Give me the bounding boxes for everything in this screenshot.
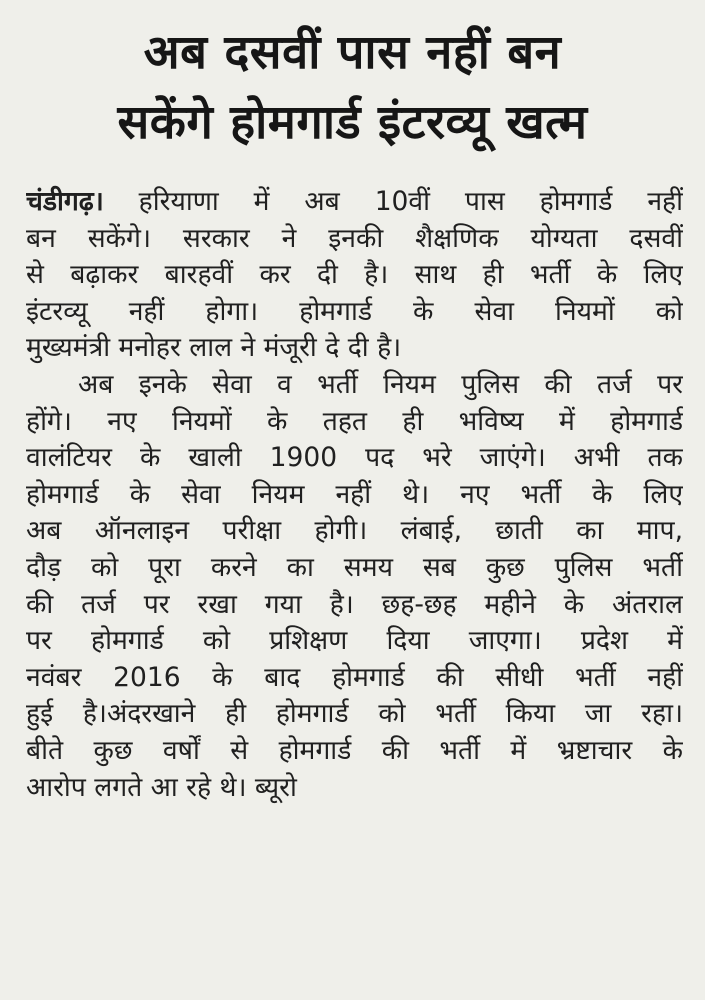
- article-line-17: आरोप लगते आ रहे थे। ब्यूरो: [26, 771, 297, 803]
- article-line-5: मुख्यमंत्री मनोहर लाल ने मंजूरी दे दी है।: [26, 332, 402, 364]
- headline-line-1: अब दसवीं पास नहीं बन: [143, 25, 562, 80]
- article-line-10: अब ऑनलाइन परीक्षा होगी। लंबाई, छाती का माप,: [26, 515, 683, 547]
- article-line-7: होंगे। नए नियमों के तहत ही भविष्य में होमगार्ड: [26, 405, 683, 437]
- article-line-8: वालंटियर के खाली 1900 पद भरे जाएंगे। अभी तक: [26, 442, 683, 474]
- article-line-14: नवंबर 2016 के बाद होमगार्ड की सीधी भर्ती नहीं: [26, 661, 683, 693]
- article-line-13: पर होमगार्ड को प्रशिक्षण दिया जाएगा। प्रदेश में: [26, 625, 683, 657]
- headline-line-2: सकेंगे होमगार्ड इंटरव्यू खत्म: [117, 95, 588, 150]
- article-line-1: [26, 184, 683, 221]
- article-line-1-text: हरियाणा में अब 10वीं पास होमगार्ड नहीं: [103, 186, 683, 217]
- article-line-4: इंटरव्यू नहीं होगा। होमगार्ड के सेवा नियमों को: [26, 295, 683, 327]
- article-line-3: से बढ़ाकर बारहवीं कर दी है। साथ ही भर्ती के लिए: [26, 259, 683, 291]
- article-line-11: दौड़ को पूरा करने का समय सब कुछ पुलिस भर्ती: [26, 551, 683, 583]
- article-line-15: हुई है।अंदरखाने ही होमगार्ड को भर्ती किया जा रहा।: [26, 698, 683, 730]
- article-line-6: अब इनके सेवा व भर्ती नियम पुलिस की तर्ज पर: [78, 368, 683, 400]
- headline: [0, 0, 705, 158]
- article-line-16: बीते कुछ वर्षों से होमगार्ड की भर्ती में भ्रष्टाचार के: [26, 734, 683, 766]
- article-line-9: होमगार्ड के सेवा नियम नहीं थे। नए भर्ती के लिए: [26, 478, 683, 510]
- article-body: [26, 184, 683, 806]
- dateline: चंडीगढ़।: [26, 186, 104, 217]
- article-line-2: बन सकेंगे। सरकार ने इनकी शैक्षणिक योग्यता दसवीं: [26, 222, 683, 254]
- article-line-12: की तर्ज पर रखा गया है। छह-छह महीने के अंतराल: [26, 588, 683, 620]
